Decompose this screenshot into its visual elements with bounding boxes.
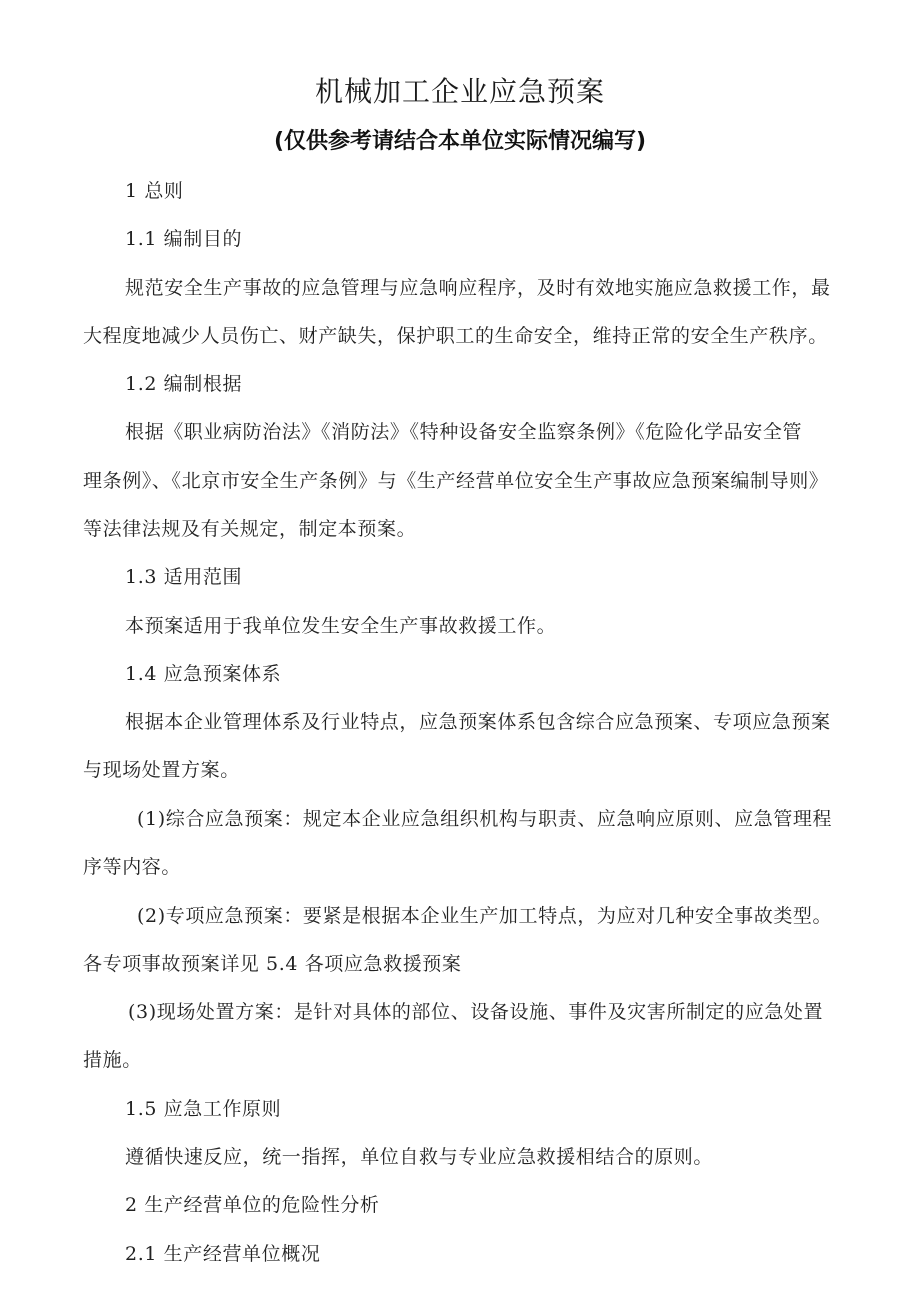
heading-2-1: 2.1 生产经营单位概况 xyxy=(125,1243,321,1265)
paragraph-line: 措施。 xyxy=(83,1049,142,1071)
paragraph-line: 与现场处置方案。 xyxy=(83,759,240,781)
heading-1-1: 1.1 编制目的 xyxy=(125,228,243,250)
paragraph-line: 序等内容。 xyxy=(83,856,182,878)
document-title: 机械加工企业应急预案 xyxy=(314,75,605,108)
paragraph-line: 各专项事故预案详见 5.4 各项应急救援预案 xyxy=(83,953,462,975)
list-item: (1)综合应急预案：规定本企业应急组织机构与职责、应急响应原则、应急管理程 xyxy=(137,808,833,830)
heading-1-5: 1.5 应急工作原则 xyxy=(125,1098,282,1120)
paragraph-line: 遵循快速反应，统一指挥，单位自救与专业应急救援相结合的原则。 xyxy=(125,1146,714,1168)
paragraph-line: 根据本企业管理体系及行业特点，应急预案体系包含综合应急预案、专项应急预案 xyxy=(125,711,831,733)
paragraph-line: 大程度地减少人员伤亡、财产缺失，保护职工的生命安全，维持正常的安全生产秩序。 xyxy=(83,325,828,347)
paragraph-line: 根据《职业病防治法》《消防法》《特种设备安全监察条例》《危险化学品安全管 xyxy=(125,421,803,443)
paragraph-line: 本预案适用于我单位发生安全生产事故救援工作。 xyxy=(125,615,557,637)
heading-2: 2 生产经营单位的危险性分析 xyxy=(125,1194,380,1216)
heading-1-2: 1.2 编制根据 xyxy=(125,373,243,395)
paragraph-line: 规范安全生产事故的应急管理与应急响应程序，及时有效地实施应急救援工作，最 xyxy=(125,277,831,299)
list-item: (2)专项应急预案：要紧是根据本企业生产加工特点，为应对几种安全事故类型。 xyxy=(137,905,833,927)
heading-1: 1 总则 xyxy=(125,180,184,202)
heading-1-3: 1.3 适用范围 xyxy=(125,566,243,588)
paragraph-line: 等法律法规及有关规定，制定本预案。 xyxy=(83,518,417,540)
paragraph-line: 理条例》、《北京市安全生产条例》与《生产经营单位安全生产事故应急预案编制导则》 xyxy=(83,470,829,492)
document-subtitle: (仅供参考请结合本单位实际情况编写) xyxy=(273,129,647,154)
list-item: (3)现场处置方案：是针对具体的部位、设备设施、事件及灾害所制定的应急处置 xyxy=(128,1001,824,1023)
heading-1-4: 1.4 应急预案体系 xyxy=(125,663,282,685)
